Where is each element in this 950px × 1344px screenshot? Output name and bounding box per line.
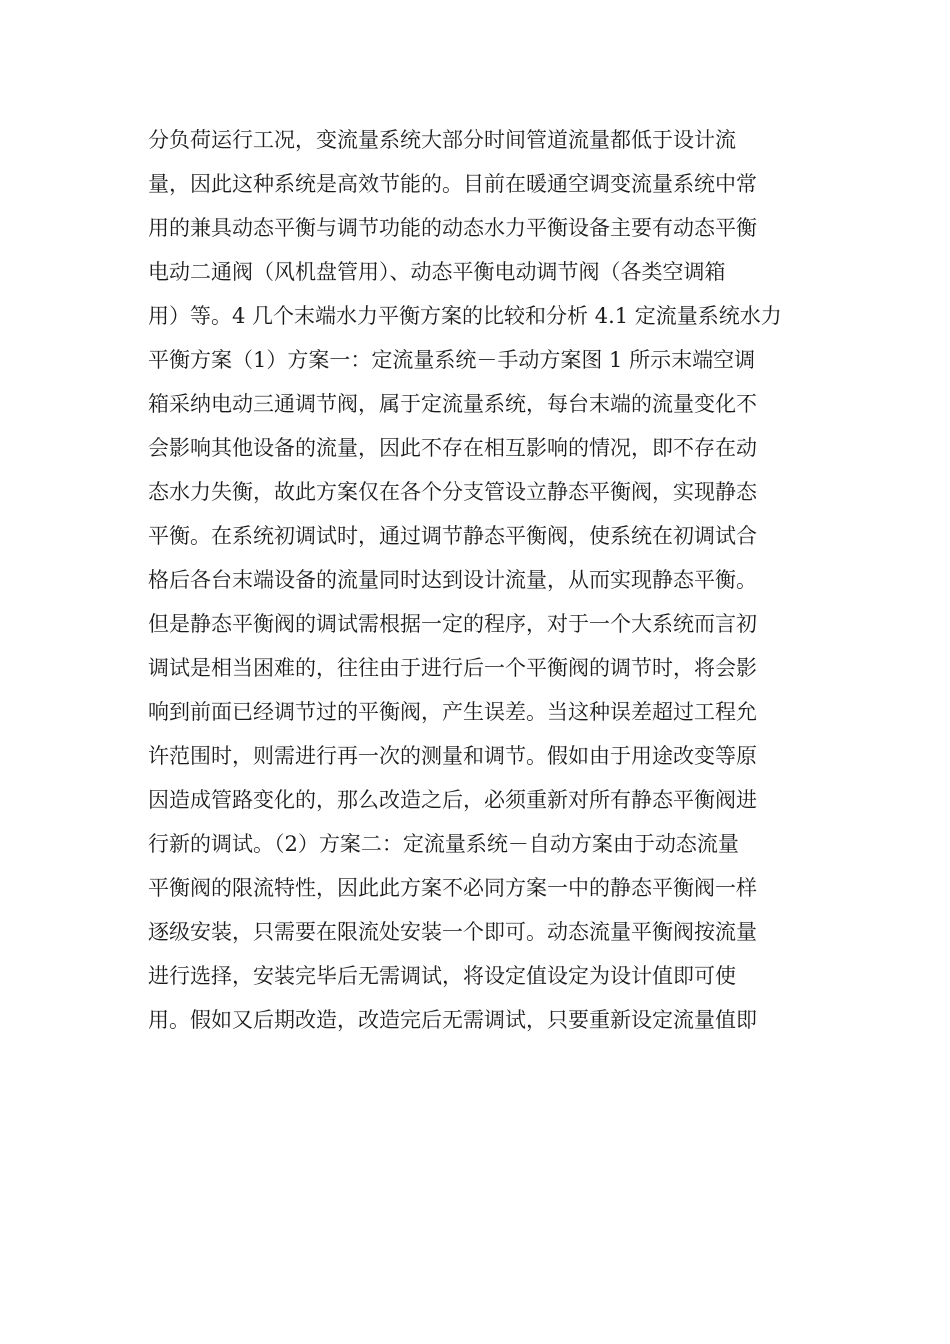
text-line: 量，因此这种系统是高效节能的。目前在暖通空调变流量系统中常: [148, 172, 757, 196]
text-line: 响到前面已经调节过的平衡阀，产生误差。当这种误差超过工程允: [148, 700, 757, 724]
text-line: 进行选择，安装完毕后无需调试，将设定值设定为设计值即可使: [148, 964, 736, 988]
text-line: 箱采纳电动三通调节阀，属于定流量系统，每台末端的流量变化不: [148, 392, 757, 416]
text-line: 电动二通阀（风机盘管用）、动态平衡电动调节阀（各类空调箱: [148, 260, 726, 284]
text-line: 许范围时，则需进行再一次的测量和调节。假如由于用途改变等原: [148, 744, 757, 768]
body-text: [148, 118, 818, 1042]
text-line: 因造成管路变化的，那么改造之后，必须重新对所有静态平衡阀进: [148, 788, 757, 812]
text-line: 但是静态平衡阀的调试需根据一定的程序，对于一个大系统而言初: [148, 612, 757, 636]
text-line: 用）等。4 几个末端水力平衡方案的比较和分析 4.1 定流量系统水力: [148, 304, 782, 328]
text-line: 会影响其他设备的流量，因此不存在相互影响的情况，即不存在动: [148, 436, 757, 460]
text-line: 逐级安装，只需要在限流处安装一个即可。动态流量平衡阀按流量: [148, 920, 757, 944]
text-line: 用的兼具动态平衡与调节功能的动态水力平衡设备主要有动态平衡: [148, 216, 757, 240]
text-line: 行新的调试。（2）方案二：定流量系统－自动方案由于动态流量: [148, 832, 739, 856]
text-line: 调试是相当困难的，往往由于进行后一个平衡阀的调节时，将会影: [148, 656, 757, 680]
text-line: 分负荷运行工况，变流量系统大部分时间管道流量都低于设计流: [148, 128, 736, 152]
text-line: 平衡。在系统初调试时，通过调节静态平衡阀，使系统在初调试合: [148, 524, 757, 548]
text-line: 平衡阀的限流特性，因此此方案不必同方案一中的静态平衡阀一样: [148, 876, 757, 900]
text-line: 格后各台末端设备的流量同时达到设计流量，从而实现静态平衡。: [148, 568, 757, 592]
text-line: 态水力失衡，故此方案仅在各个分支管设立静态平衡阀，实现静态: [148, 480, 757, 504]
text-line: 用。假如又后期改造，改造完后无需调试，只要重新设定流量值即: [148, 1008, 757, 1032]
text-line: 平衡方案（1）方案一：定流量系统－手动方案图 1 所示末端空调: [148, 348, 756, 372]
